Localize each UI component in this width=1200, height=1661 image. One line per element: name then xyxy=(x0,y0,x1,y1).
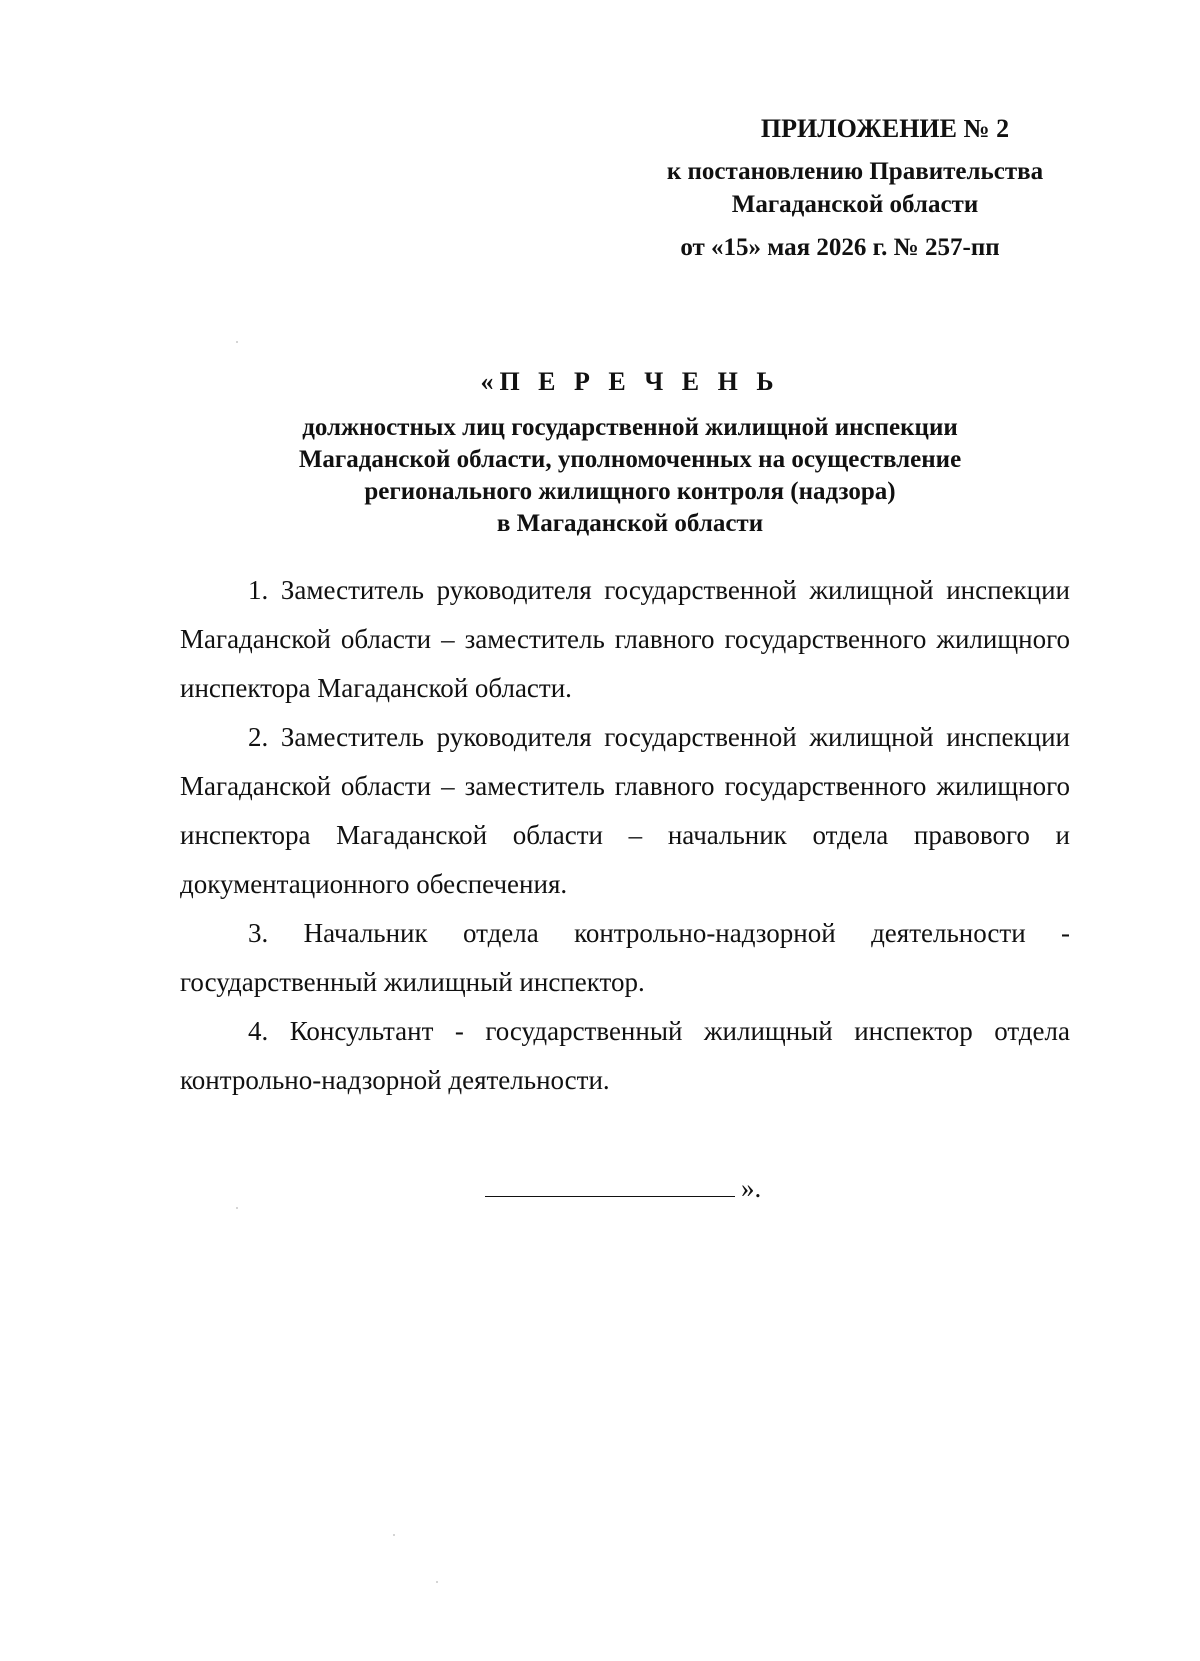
document-subtitle-line-4: в Магаданской области xyxy=(496,510,764,537)
list-item-1: 1. Заместитель руководителя государственной жилищной инспекции Магаданской области – заместитель главного государственного жилищного инспектора Магаданской области. xyxy=(180,575,1070,703)
appendix-date: от «15» мая 2026 г. № 257-пп xyxy=(680,234,1000,261)
document-subtitle-line-1: должностных лиц государственной жилищной инспекции xyxy=(302,414,958,441)
appendix-reference-line-2: Магаданской области xyxy=(731,191,979,218)
scan-speck xyxy=(393,1534,395,1536)
document-subtitle-line-3: регионального жилищного контроля (надзора) xyxy=(364,478,896,505)
list-item-3: 3. Начальник отдела контрольно-надзорной деятельности - государственный жилищный инспектор. xyxy=(180,918,1070,997)
scan-speck xyxy=(436,1581,438,1583)
document-title-block xyxy=(180,366,1080,540)
scan-speck xyxy=(236,1207,238,1209)
appendix-reference-line-1: к постановлению Правительства xyxy=(666,158,1044,185)
appendix-header xyxy=(600,112,1110,264)
list-item-2: 2. Заместитель руководителя государственной жилищной инспекции Магаданской области – заместитель главного государственного жилищного инспектора Магаданской области – начальник отдела правового и документационного обеспечения. xyxy=(180,722,1070,899)
positions-list xyxy=(180,566,1070,1105)
closing-quote: ». xyxy=(741,1173,762,1203)
document-heading: «П Е Р Е Ч Е Н Ь xyxy=(480,367,780,396)
scan-speck xyxy=(236,341,238,343)
appendix-title: ПРИЛОЖЕНИЕ № 2 xyxy=(760,114,1010,143)
document-subtitle-line-2: Магаданской области, уполномоченных на осуществление xyxy=(298,446,962,473)
closing-underline xyxy=(485,1172,735,1197)
closing-mark xyxy=(485,1172,761,1203)
list-item-4: 4. Консультант - государственный жилищный инспектор отдела контрольно-надзорной деятельности. xyxy=(180,1016,1070,1095)
